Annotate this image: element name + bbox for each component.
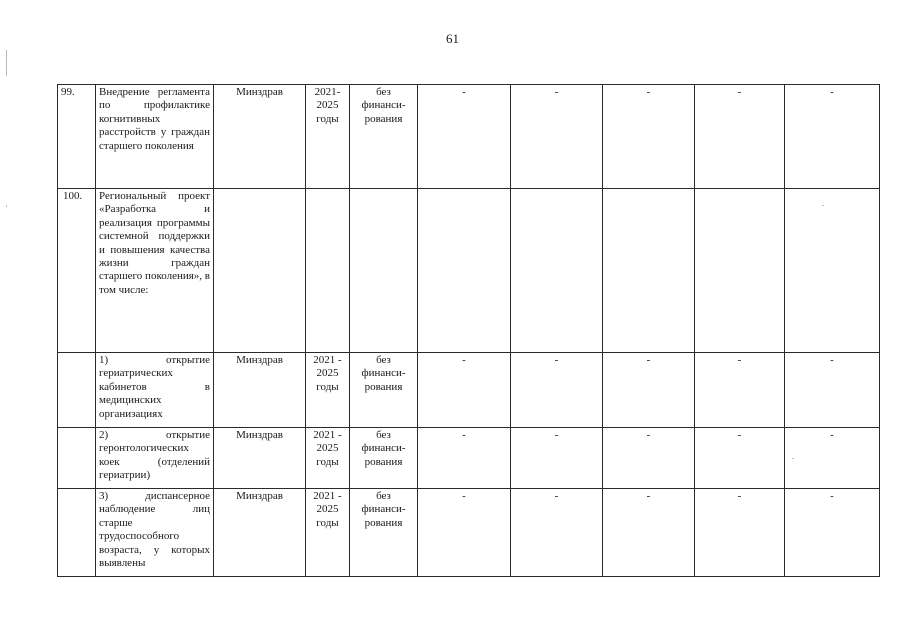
value-cell: - xyxy=(418,489,511,577)
period xyxy=(306,189,350,353)
executor: Минздрав xyxy=(214,489,306,577)
executor: Минздрав xyxy=(214,428,306,489)
page-number: 61 xyxy=(446,31,459,46)
value-cell: - xyxy=(418,428,511,489)
value-cell: - xyxy=(511,489,603,577)
period: 2021 - 2025 годы xyxy=(306,428,350,489)
row-number: 99. xyxy=(58,85,96,189)
funding-source: без финанси-рования xyxy=(350,489,418,577)
value-cell: - xyxy=(418,353,511,428)
row-number xyxy=(58,428,96,489)
measure-name: Внедрение регламента по профилактике когнитивных расстройств у граждан старшего поколения xyxy=(96,85,214,189)
value-cell: - xyxy=(511,428,603,489)
row-number xyxy=(58,353,96,428)
funding-source: без финанси-рования xyxy=(350,353,418,428)
value-cell xyxy=(695,189,785,353)
row-number xyxy=(58,489,96,577)
value-cell: - xyxy=(511,85,603,189)
program-measures-table xyxy=(57,84,880,577)
value-cell xyxy=(418,189,511,353)
value-cell: - xyxy=(603,353,695,428)
table-row xyxy=(58,85,880,189)
measure-name: Региональный проект «Разработка и реализация программы системной поддержки и повышения качества жизни граждан старшего поколения», в том числе: xyxy=(96,189,214,353)
scan-speck xyxy=(792,458,794,459)
value-cell xyxy=(785,189,880,353)
scan-margin-mark xyxy=(6,50,7,76)
executor xyxy=(214,189,306,353)
value-cell: - xyxy=(695,85,785,189)
measure-name: 1) открытие гериатрических кабинетов в медицинских организациях xyxy=(96,353,214,428)
value-cell: - xyxy=(695,428,785,489)
value-cell: - xyxy=(695,353,785,428)
period: 2021 - 2025 годы xyxy=(306,353,350,428)
funding-source: без финанси-рования xyxy=(350,85,418,189)
value-cell: - xyxy=(785,85,880,189)
table-row xyxy=(58,428,880,489)
value-cell: - xyxy=(418,85,511,189)
value-cell: - xyxy=(603,489,695,577)
period: 2021 - 2025 годы xyxy=(306,489,350,577)
funding-source: без финанси-рования xyxy=(350,428,418,489)
table-row xyxy=(58,189,880,353)
value-cell: - xyxy=(785,428,880,489)
row-number: 100. xyxy=(58,189,96,353)
table-row xyxy=(58,489,880,577)
value-cell: - xyxy=(603,428,695,489)
value-cell: - xyxy=(785,353,880,428)
executor: Минздрав xyxy=(214,85,306,189)
measure-name: 3) диспансерное наблюдение лиц старше трудоспособного возраста, у которых выявлены xyxy=(96,489,214,577)
value-cell xyxy=(511,189,603,353)
executor: Минздрав xyxy=(214,353,306,428)
value-cell: - xyxy=(785,489,880,577)
scan-speck xyxy=(822,205,824,206)
table-row xyxy=(58,353,880,428)
funding-source xyxy=(350,189,418,353)
value-cell: - xyxy=(603,85,695,189)
period: 2021-2025 годы xyxy=(306,85,350,189)
value-cell xyxy=(603,189,695,353)
value-cell: - xyxy=(511,353,603,428)
scan-margin-mark xyxy=(6,205,7,207)
measure-name: 2) открытие геронтологических коек (отделений гериатрии) xyxy=(96,428,214,489)
value-cell: - xyxy=(695,489,785,577)
